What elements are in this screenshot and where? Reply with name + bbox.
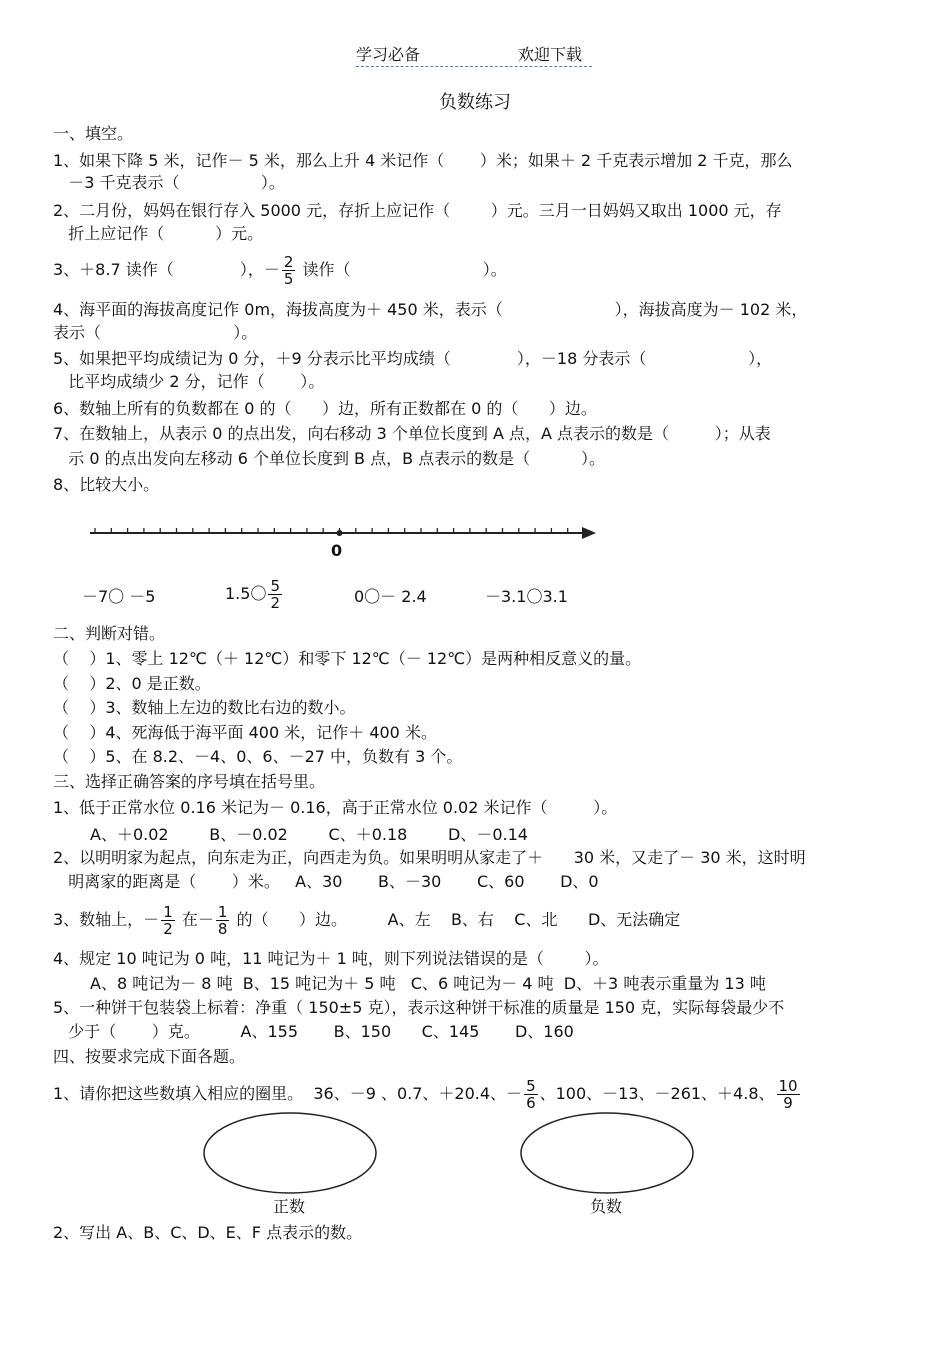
choice-q2-line1: 2、以明明家为起点，向东走为正，向西走为负。如果明明从家走了＋ 30 米，又走了－ 30 米，这时明	[53, 848, 806, 867]
q8-line: 8、比较大小。	[53, 475, 160, 494]
task-q1-frac2-num: 10	[778, 1077, 798, 1095]
compare-2-prefix: 1.5〇	[225, 584, 267, 603]
q2-line1: 2、二月份，妈妈在银行存入 5000 元，存折上应记作（ ）元。三月一日妈妈又取出 1000 元，存	[53, 201, 782, 220]
number-line-arrow	[582, 527, 596, 539]
q1-line1: 1、如果下降 5 米，记作－ 5 米，那么上升 4 米记作（ ）米；如果＋ 2 千克表示增加 2 千克，那么	[53, 151, 793, 170]
q4-line1: 4、海平面的海拔高度记作 0m，海拔高度为＋ 450 米，表示（ ），海拔高度为－ 102 米，	[53, 300, 808, 319]
q7-line1: 7、在数轴上，从表示 0 的点出发，向右移动 3 个单位长度到 A 点，A 点表示的数是（ ）；从表	[53, 424, 771, 443]
section3-heading: 三、选择正确答案的序号填在括号里。	[53, 772, 326, 791]
positive-oval-label: 正数	[273, 1197, 306, 1216]
q3-line	[53, 252, 894, 288]
choice-q3-suffix: 的（ ）边。 A、左 B、右 C、北 D、无法确定	[231, 910, 681, 929]
judge-item-1: （ ）1、零上 12℃（＋ 12℃）和零下 12℃（－ 12℃）是两种相反意义的量。	[53, 649, 642, 668]
compare-3: 0〇－ 2.4	[354, 587, 427, 606]
choice-q5-line1: 5、一种饼干包装袋上标着：净重（ 150±5 克），表示这种饼干标准的质量是 150 克，实际每袋最少不	[53, 998, 785, 1017]
choice-q1-options: A、＋0.02 B、－0.02 C、＋0.18 D、－0.14	[90, 825, 528, 844]
number-line-origin-dot	[337, 530, 343, 536]
q3-fraction-num: 2	[283, 253, 294, 271]
compare-2-fraction	[268, 578, 282, 611]
choice-q4: 4、规定 10 吨记为 0 吨，11 吨记为＋ 1 吨，则下列说法错误的是（ ）。	[53, 949, 609, 968]
section2-heading: 二、判断对错。	[53, 624, 166, 643]
judge-item-3: （ ）3、数轴上左边的数比右边的数小。	[53, 698, 356, 717]
section1-heading: 一、填空。	[53, 124, 134, 143]
q3-fraction	[282, 254, 296, 287]
choice-q4-options: A、8 吨记为－ 8 吨 B、15 吨记为＋ 5 吨 C、6 吨记为－ 4 吨 D、＋3 吨表示重量为 13 吨	[90, 974, 766, 993]
judge-item-5: （ ）5、在 8.2、－4、0、6、－27 中，负数有 3 个。	[53, 747, 463, 766]
choice-q2-line2: 明离家的距离是（ ）米。 A、30 B、－30 C、60 D、0	[53, 872, 599, 891]
task-q1-prefix: 1、请你把这些数填入相应的圈里。 36、－9 、0.7、＋20.4、－	[53, 1084, 523, 1103]
number-line	[88, 518, 608, 558]
choice-q3-frac1-den: 2	[163, 920, 173, 938]
header-right-text: 欢迎下载	[518, 45, 583, 64]
task-q1-fraction-1	[524, 1078, 538, 1111]
task-q1-frac1-den: 6	[526, 1094, 536, 1112]
q2-line2: 折上应记作（ ）元。	[53, 224, 264, 243]
q4-line2: 表示（ ）。	[53, 323, 258, 342]
axis-zero-label: 0	[331, 541, 343, 560]
task-q2: 2、写出 A、B、C、D、E、F 点表示的数。	[53, 1223, 363, 1242]
q6-line: 6、数轴上所有的负数都在 0 的（ ）边，所有正数都在 0 的（ ）边。	[53, 399, 597, 418]
page-header	[356, 42, 592, 67]
choice-q3-frac2-den: 8	[217, 920, 228, 938]
task-q1-frac2-den: 9	[783, 1094, 793, 1112]
choice-q3-fraction-1	[161, 904, 175, 937]
choice-q3-fraction-2	[216, 904, 230, 937]
choice-q3-frac2-num: 1	[217, 903, 228, 921]
header-left-text: 学习必备	[356, 45, 421, 64]
section4-heading: 四、按要求完成下面各题。	[53, 1047, 246, 1066]
page-title: 负数练习	[439, 92, 511, 113]
choice-q3-frac1-num: 1	[163, 903, 173, 921]
negative-oval	[521, 1113, 693, 1193]
compare-2	[225, 576, 284, 612]
compare-2-num: 5	[270, 577, 280, 595]
q1-line2: －3 千克表示（ ）。	[53, 173, 285, 192]
choice-q1: 1、低于正常水位 0.16 米记为－ 0.16，高于正常水位 0.02 米记作（ ）。	[53, 798, 618, 817]
judge-item-4: （ ）4、死海低于海平面 400 米，记作＋ 400 米。	[53, 723, 437, 742]
choice-q3	[53, 902, 894, 938]
judge-item-2: （ ）2、0 是正数。	[53, 674, 211, 693]
choice-q5-line2: 少于（ ）克。 A、155 B、150 C、145 D、160	[53, 1022, 574, 1041]
q3-fraction-den: 5	[283, 270, 294, 288]
sorting-ovals	[190, 1108, 950, 1208]
q5-line1: 5、如果把平均成绩记为 0 分，＋9 分表示比平均成绩（ ），－18 分表示（ ），	[53, 349, 773, 368]
compare-1: －7〇 －5	[82, 587, 156, 606]
task-q1-mid: 、100、－13、－261、＋4.8、	[539, 1084, 775, 1103]
q3-prefix: 3、＋8.7 读作（ ），－	[53, 260, 280, 279]
choice-q3-mid: 在－	[176, 910, 214, 929]
compare-2-den: 2	[270, 594, 280, 612]
task-q1-fraction-2	[777, 1078, 800, 1111]
q3-suffix: 读作（ ）。	[297, 260, 507, 279]
positive-oval	[204, 1113, 376, 1193]
choice-q3-prefix: 3、数轴上，－	[53, 910, 160, 929]
negative-oval-label: 负数	[590, 1197, 623, 1216]
compare-4: －3.1〇3.1	[485, 587, 568, 606]
task-q1-frac1-num: 5	[526, 1077, 536, 1095]
q7-line2: 示 0 的点出发向左移动 6 个单位长度到 B 点，B 点表示的数是（ ）。	[53, 449, 606, 468]
q5-line2: 比平均成绩少 2 分，记作（ ）。	[53, 372, 325, 391]
